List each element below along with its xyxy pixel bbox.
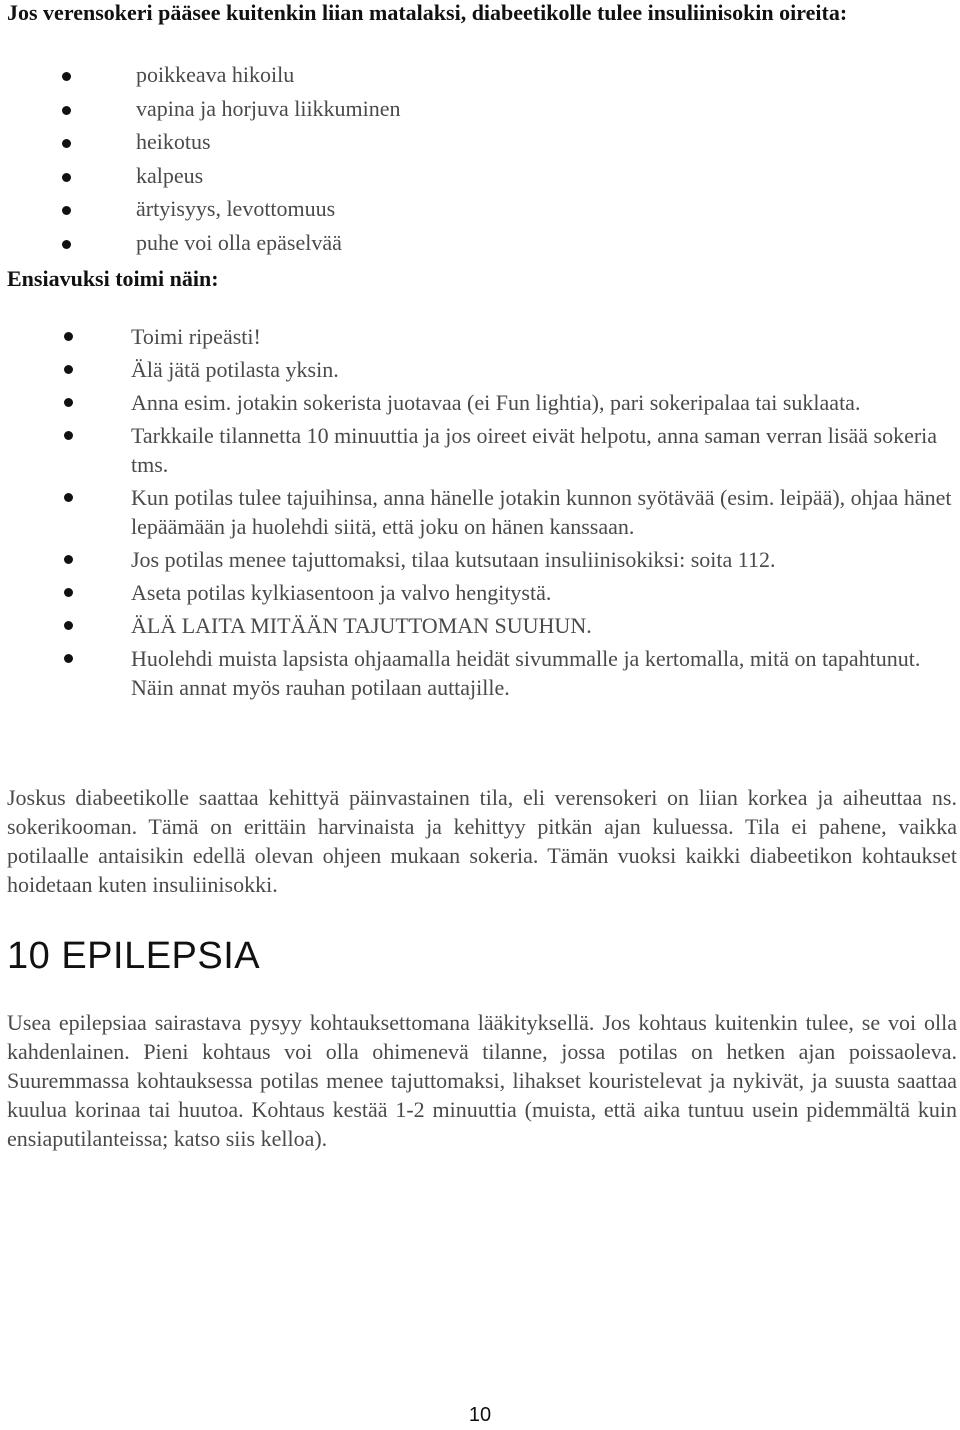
list-item-text: Kun potilas tulee tajuihinsa, anna hänelle jotakin kunnon syötävää (esim. leipää), ohjaa hänet lepäämään ja huolehdi siitä, että joku on hänen kanssaan. (131, 485, 952, 539)
list-item (0, 194, 820, 228)
list-item-text: Anna esim. jotakin sokerista juotavaa (ei Fun lightia), pari sokeripalaa tai suklaata. (131, 390, 861, 415)
list-item-text: Toimi ripeästi! (131, 324, 261, 349)
bullet-icon (62, 206, 71, 215)
list-item (0, 578, 960, 607)
list-item (0, 60, 820, 94)
list-item (0, 355, 960, 384)
list-item-text: heikotus (136, 129, 211, 154)
bullet-icon (64, 493, 73, 502)
bullet-icon (64, 365, 73, 374)
list-item-text: Älä jätä potilasta yksin. (131, 357, 339, 382)
list-item (0, 127, 820, 161)
list-item-text: ärtyisyys, levottomuus (136, 196, 336, 221)
list-item-text: ÄLÄ LAITA MITÄÄN TAJUTTOMAN SUUHUN. (131, 613, 592, 638)
first-aid-list (0, 322, 952, 706)
symptom-list (0, 60, 820, 261)
list-item (0, 421, 960, 479)
list-item (0, 388, 960, 417)
list-item (0, 611, 960, 640)
list-item-text: poikkeava hikoilu (136, 62, 295, 87)
list-item (0, 161, 820, 195)
list-item-text: vapina ja horjuva liikkuminen (136, 95, 401, 121)
bullet-icon (62, 240, 71, 249)
bullet-icon (62, 106, 71, 115)
list-item (0, 228, 820, 262)
bullet-icon (62, 139, 71, 148)
bullet-icon (64, 654, 73, 663)
epilepsy-paragraph: Usea epilepsiaa sairastava pysyy kohtauksettomana lääkityksellä. Jos kohtaus kuitenkin tulee, se voi olla kahdenlainen. Pieni kohtaus voi olla ohimenevä tilanne, jossa potilas on hetken ajan poissaoleva. Suuremmassa kohtauksessa potilas menee tajuttomaksi, lihakset kouristelevat ja nykivät, ja suusta saattaa kuulua korinaa tai huutoa. Kohtaus kestää 1-2 minuuttia (muista, että aika tuntuu usein pidemmältä kuin ensiaputilanteissa; katso siis kelloa). (7, 1010, 957, 1151)
list-item (0, 545, 960, 574)
list-item-text: Jos potilas menee tajuttomaksi, tilaa kutsutaan insuliinisokiksi: soita 112. (131, 547, 776, 572)
list-item-text: Huolehdi muista lapsista ohjaamalla heidät sivummalle ja kertomalla, mitä on tapahtunut. Näin annat myös rauhan potilaan auttajille. (131, 646, 921, 700)
list-item (0, 644, 960, 702)
bullet-icon (64, 332, 73, 341)
bullet-icon (64, 431, 73, 440)
bullet-icon (64, 621, 73, 630)
bullet-icon (62, 72, 71, 81)
list-item-text: Aseta potilas kylkiasentoon ja valvo hengitystä. (131, 580, 552, 605)
hypoglycemia-heading: Jos verensokeri pääsee kuitenkin liian matalaksi, diabeetikolle tulee insuliinisokin oireita: (7, 0, 848, 25)
page-number: 10 (468, 1404, 492, 1426)
list-item-text: kalpeus (136, 162, 204, 188)
list-item (0, 94, 820, 128)
list-item-text: Tarkkaile tilannetta 10 minuuttia ja jos oireet eivät helpotu, anna saman verran lisää sokeria tms. (131, 423, 938, 477)
bullet-icon (64, 398, 73, 407)
list-item (0, 483, 960, 541)
list-item-text: puhe voi olla epäselvää (136, 229, 342, 255)
bullet-icon (64, 588, 73, 597)
first-aid-heading: Ensiavuksi toimi näin: (7, 266, 219, 291)
hyperglycemia-paragraph: Joskus diabeetikolle saattaa kehittyä päinvastainen tila, eli verensokeri on liian korkea ja aiheuttaa ns. sokerikooman. Tämä on erittäin harvinaista ja kehittyy pitkän ajan kuluessa. Tila ei pahene, vaikka potilaalle antaisikin edellä olevan ohjeen mukaan sokeria. Tämän vuoksi kaikki diabeetikon kohtaukset hoidetaan kuten insuliinisokki. (7, 785, 957, 897)
section-heading: 10 EPILEPSIA (7, 935, 261, 977)
bullet-icon (64, 555, 73, 564)
list-item (0, 322, 960, 351)
bullet-icon (62, 173, 71, 182)
